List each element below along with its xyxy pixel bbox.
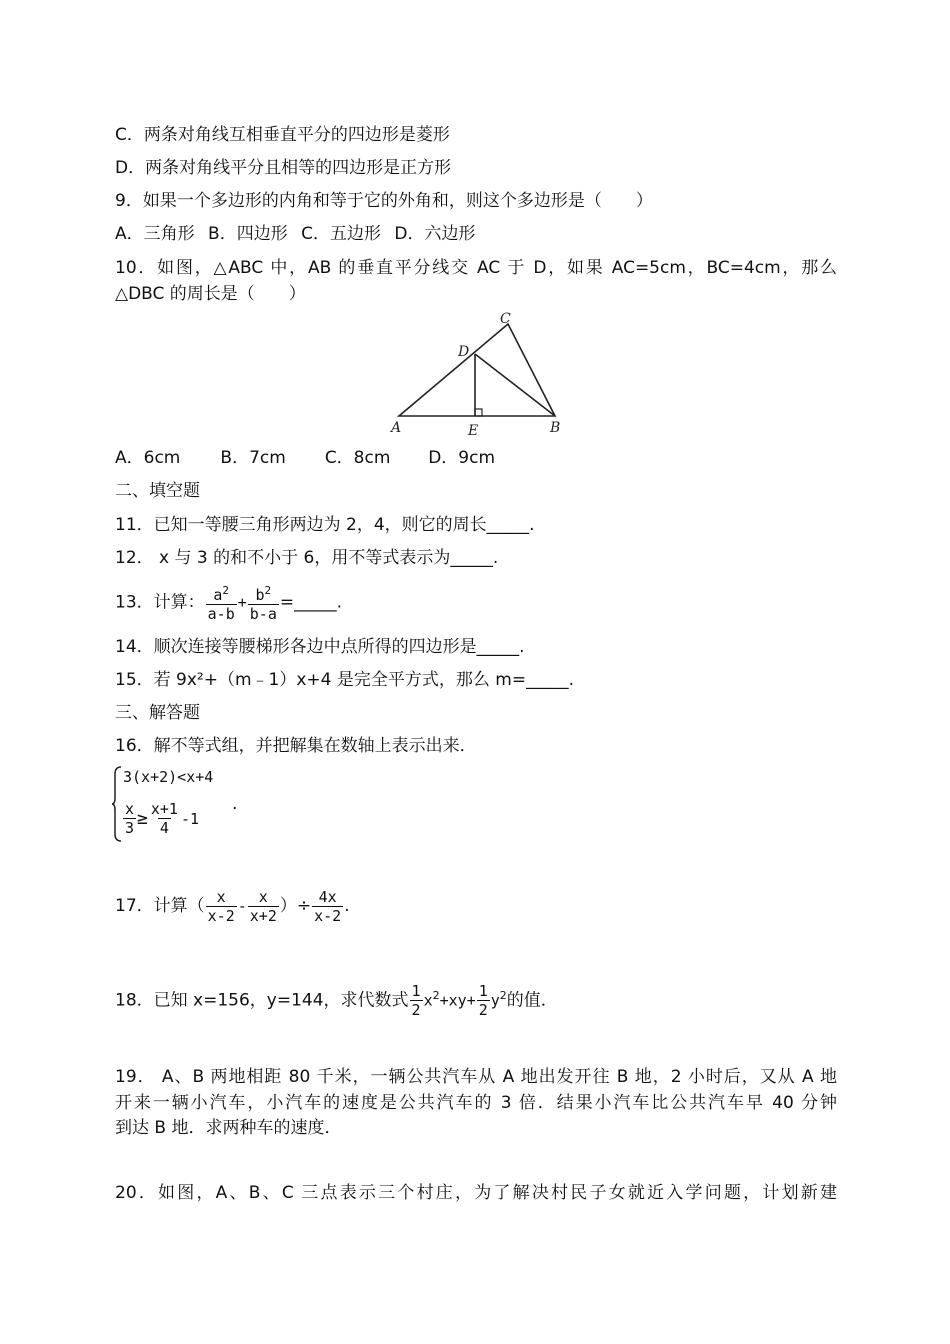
q17-fraction-2 [248, 888, 279, 925]
q13-prefix: 13．计算： [115, 592, 205, 613]
option-d-line: D．两条对角线平分且相等的四边形是正方形 [115, 158, 452, 178]
question-19-line2: 开来一辆小汽车，小汽车的速度是公共汽车的 3 倍．结果小汽车比公共汽车早 40 分钟 [115, 1093, 837, 1113]
question-12: 12． x 与 3 的和不小于 6，用不等式表示为_____. [115, 548, 499, 568]
question-17 [115, 886, 350, 926]
q9-option-c: C．五边形 [301, 224, 381, 244]
q13-f2-num: b [255, 586, 265, 604]
left-brace-icon [112, 766, 122, 842]
q17-f2-den: x+2 [249, 906, 277, 925]
question-15: 15．若 9x²+（m﹣1）x+4 是完全平方式，那么 m=_____. [115, 670, 574, 690]
q17-f3-den: x-2 [314, 906, 342, 925]
label-a: A [391, 420, 402, 436]
label-e: E [468, 423, 479, 439]
q18-y: y [490, 991, 500, 1010]
segment-db [475, 354, 555, 416]
q18-y-exp: 2 [499, 989, 507, 1002]
question-10-options [115, 447, 495, 469]
q16-inequality-2 [122, 800, 199, 837]
q17-f1-den: x-2 [207, 906, 235, 925]
question-11: 11．已知一等腰三角形两边为 2，4，则它的周长_____. [115, 515, 535, 535]
q18-x: x [423, 991, 433, 1010]
question-9: 9．如果一个多边形的内角和等于它的外角和，则这个多边形是（ ） [115, 191, 653, 211]
q10-option-b: B．7cm [220, 448, 286, 468]
q13-f1-exp: 2 [222, 584, 230, 597]
question-20-line1: 20．如图，A、B、C 三点表示三个村庄，为了解决村民子女就近入学问题，计划新建 [115, 1183, 837, 1203]
section-solve: 三、解答题 [115, 703, 200, 723]
q17-minus: - [237, 897, 247, 915]
q17-mid: ）÷ [279, 896, 312, 916]
q16-geq: ≥ [137, 808, 148, 829]
q18-h2-num: 1 [478, 982, 488, 1001]
q18-half-1 [410, 982, 423, 1019]
q18-h1-num: 1 [411, 982, 421, 1001]
right-angle-mark [475, 409, 482, 416]
q18-suffix: 的值． [506, 990, 558, 1011]
question-14: 14．顺次连接等腰梯形各边中点所得的四边形是_____. [115, 637, 525, 657]
q17-fraction-3 [312, 888, 343, 925]
q18-h1-den: 2 [411, 1001, 421, 1020]
q13-f1-num: a [213, 586, 223, 604]
q13-f1-den: a-b [207, 605, 235, 623]
q17-suffix: . [344, 896, 350, 916]
q18-prefix: 18．已知 x=156，y=144，求代数式 [115, 990, 409, 1011]
q17-fraction-1 [206, 888, 237, 925]
q10-option-a: A．6cm [115, 448, 181, 468]
q17-f1-num: x [216, 887, 226, 906]
triangle-abc [399, 324, 555, 416]
q16-frac1-num: x [125, 800, 135, 818]
q13-suffix: =_____. [279, 592, 343, 613]
q9-option-d: D．六边形 [394, 224, 476, 244]
q17-f2-num: x [258, 887, 268, 906]
question-13 [115, 582, 342, 623]
label-c: C [500, 311, 511, 327]
q10-option-c: C．8cm [324, 448, 391, 468]
question-19-line1: 19． A、B 两地相距 80 千米，一辆公共汽车从 A 地出发开往 B 地，2 小时后，又从 A 地 [115, 1067, 837, 1087]
label-b: B [550, 420, 561, 436]
q16-tail: -1 [180, 809, 200, 828]
q10-option-d: D．9cm [428, 448, 496, 468]
question-10-line1: 10．如图，△ABC 中，AB 的垂直平分线交 AC 于 D，如果 AC=5cm，BC=4cm，那么 [115, 258, 837, 278]
q16-frac-x1-4 [149, 800, 180, 837]
option-c-line: C．两条对角线互相垂直平分的四边形是菱形 [115, 125, 450, 145]
q13-f2-exp: 2 [264, 584, 272, 597]
q17-prefix: 17．计算（ [115, 896, 205, 916]
question-9-options [115, 223, 476, 245]
q13-fraction-1 [206, 582, 237, 623]
q16-inequality-1: 3(x+2)<x+4 [123, 768, 214, 786]
q18-h2-den: 2 [478, 1001, 488, 1020]
triangle-figure [385, 308, 575, 440]
q13-fraction-2 [248, 582, 279, 623]
q18-half-2 [477, 982, 490, 1019]
question-16: 16．解不等式组，并把解集在数轴上表示出来． [115, 736, 477, 756]
question-10-line2: △DBC 的周长是（ ） [115, 284, 306, 304]
q16-frac-x3 [123, 800, 136, 837]
q16-frac2-num: x+1 [150, 800, 178, 818]
q13-plus: + [237, 593, 247, 612]
q17-f3-num: 4x [318, 887, 337, 906]
q18-x-exp: 2 [432, 989, 440, 1002]
question-19-line3: 到达 B 地．求两种车的速度． [115, 1118, 342, 1138]
q16-end: . [232, 794, 238, 814]
label-d: D [458, 344, 470, 360]
q16-frac2-den: 4 [159, 819, 169, 837]
q16-frac1-den: 3 [125, 819, 135, 837]
q9-option-a: A．三角形 [115, 224, 195, 244]
question-18 [115, 976, 558, 1021]
q13-f2-den: b-a [249, 605, 277, 623]
section-fill-blank: 二、填空题 [115, 481, 200, 501]
q18-mid: +xy+ [439, 991, 476, 1010]
q9-option-b: B．四边形 [208, 224, 288, 244]
